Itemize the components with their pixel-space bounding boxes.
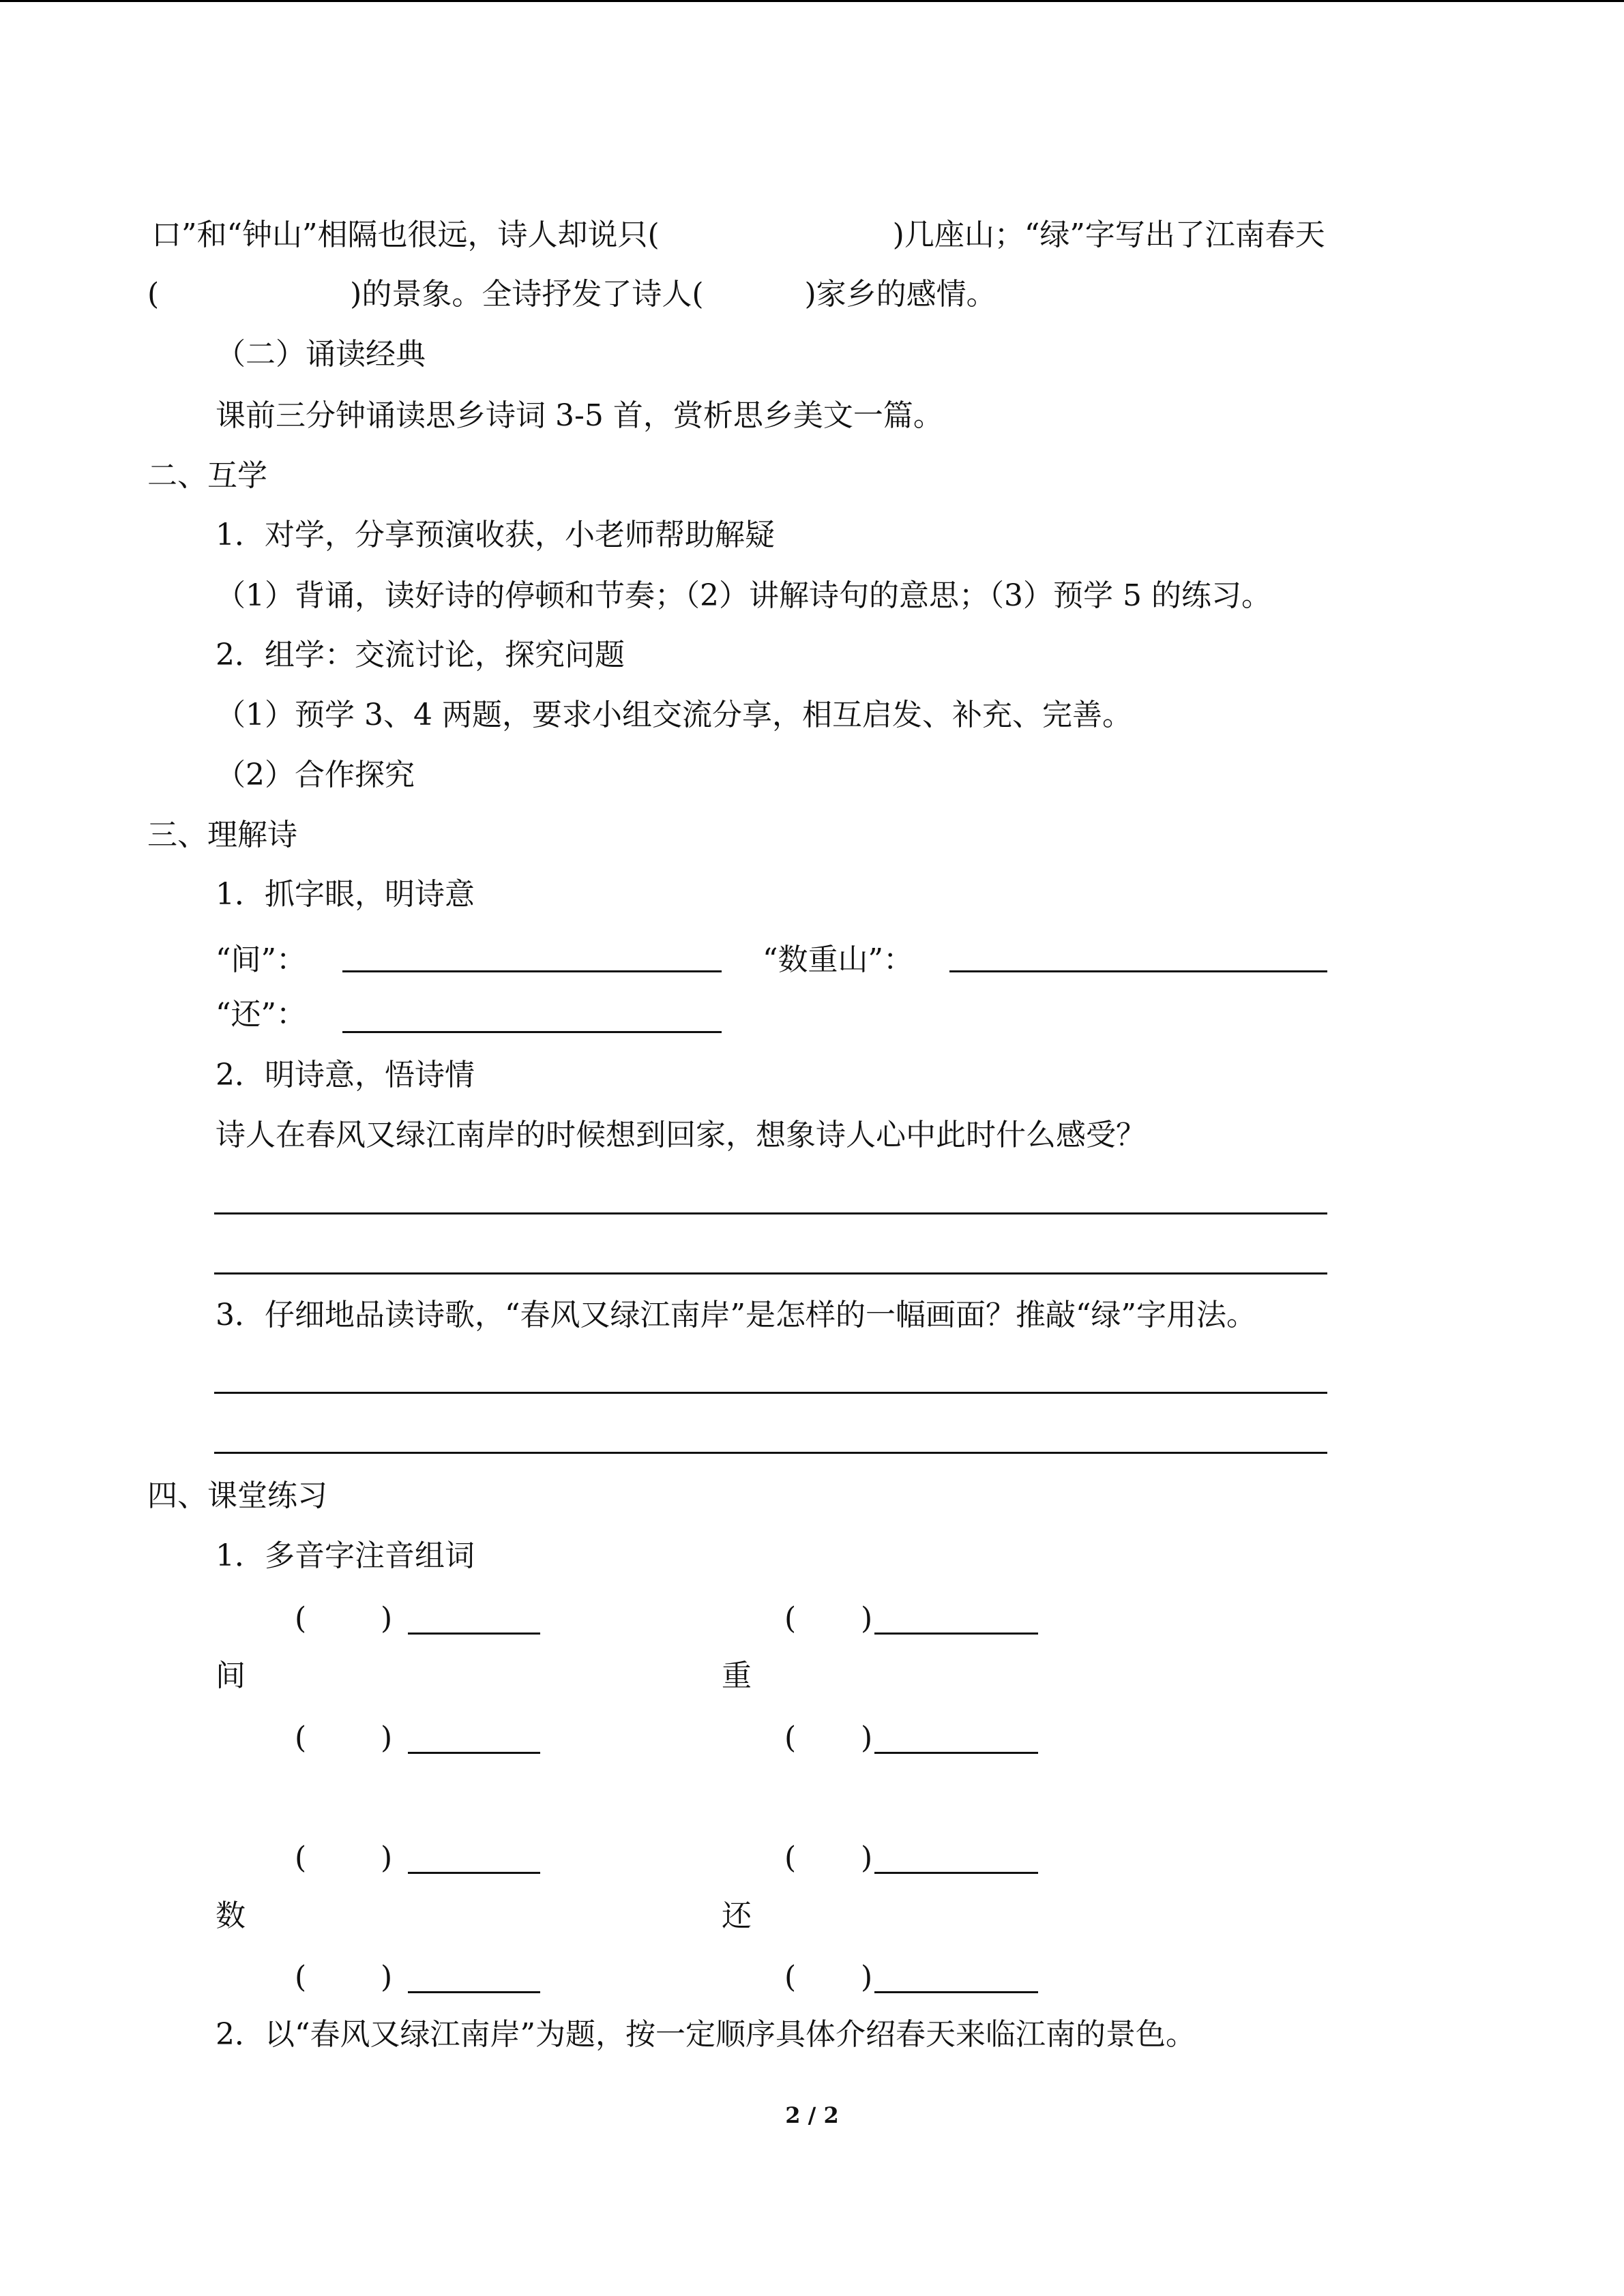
paragraph-line-2-part-c: )家乡的感情。: [804, 277, 996, 312]
section-3-item-2: 2．明诗意，悟诗情: [216, 1058, 475, 1092]
polyphone-zhong: 重: [722, 1658, 752, 1693]
paren-close: ): [861, 1601, 873, 1636]
paren-close: ): [381, 1720, 393, 1755]
section-3-item-1: 1．抓字眼，明诗意: [216, 877, 475, 912]
section-3-item-3: 3．仔细地品读诗歌，“春风又绿江南岸”是怎样的一幅画面？推敲“绿”字用法。: [216, 1298, 1256, 1332]
word-line-huan-1[interactable]: [874, 1872, 1038, 1874]
section-2-title: 二、互学: [147, 458, 267, 493]
polyphone-jian: 间: [216, 1658, 246, 1693]
section-2-item-2-detail-1: （1）预学 3、4 两题，要求小组交流分享，相互启发、补充、完善。: [216, 698, 1132, 732]
label-huan: “还”：: [216, 997, 306, 1032]
answer-line-jian[interactable]: [342, 970, 722, 972]
polyphone-huan: 还: [722, 1898, 752, 1933]
page-number: 2 / 2: [785, 2102, 839, 2128]
paren-close: ): [381, 1601, 393, 1636]
paren-close: ): [381, 1960, 393, 1995]
word-line-jian-2[interactable]: [408, 1752, 540, 1754]
paren-open: (: [295, 1601, 307, 1636]
word-line-jian-1[interactable]: [408, 1632, 540, 1635]
section-2-item-2: 2．组学：交流讨论，探究问题: [216, 638, 625, 672]
page-top-border: [0, 0, 1624, 2]
paren-open: (: [784, 1720, 797, 1755]
paren-open: (: [784, 1960, 797, 1995]
word-line-shu-1[interactable]: [408, 1872, 540, 1874]
paren-open: (: [295, 1720, 307, 1755]
paragraph-line-1-part-b: )几座山；“绿”字写出了江南春天: [892, 218, 1325, 252]
section-3-title: 三、理解诗: [147, 818, 297, 852]
word-line-shu-2[interactable]: [408, 1991, 540, 1993]
answer-line-picture-1[interactable]: [214, 1392, 1327, 1394]
paren-open: (: [295, 1840, 307, 1875]
word-line-zhong-2[interactable]: [874, 1752, 1038, 1754]
section-4-item-1: 1．多音字注音组词: [216, 1538, 475, 1573]
polyphone-shu: 数: [216, 1898, 246, 1933]
paren-close: ): [381, 1840, 393, 1875]
label-shu-chong-shan: “数重山”：: [763, 942, 913, 977]
answer-line-picture-2[interactable]: [214, 1452, 1327, 1454]
subsection-recite-classics-text: 课前三分钟诵读思乡诗词 3-5 首，赏析思乡美文一篇。: [216, 398, 943, 433]
section-4-title: 四、课堂练习: [147, 1478, 327, 1513]
word-line-zhong-1[interactable]: [874, 1632, 1038, 1635]
answer-line-huan[interactable]: [342, 1031, 722, 1033]
section-2-item-1-detail: （1）背诵，读好诗的停顿和节奏；（2）讲解诗句的意思；（3）预学 5 的练习。: [216, 578, 1271, 613]
paragraph-line-1: [151, 216, 1325, 254]
paren-close: ): [861, 1720, 873, 1755]
section-3-item-2-question: 诗人在春风又绿江南岸的时候想到回家，想象诗人心中此时什么感受？: [216, 1118, 1146, 1152]
paren-open: (: [295, 1960, 307, 1995]
word-line-huan-2[interactable]: [874, 1991, 1038, 1993]
paren-open: (: [784, 1840, 797, 1875]
paren-open: (: [784, 1601, 797, 1636]
label-jian: “间”：: [216, 942, 306, 977]
section-2-item-2-detail-2: （2）合作探究: [216, 758, 415, 792]
paren-close: ): [861, 1960, 873, 1995]
paren-close: ): [861, 1840, 873, 1875]
paragraph-line-2-part-a: (: [147, 277, 160, 312]
subsection-recite-classics-title: （二）诵读经典: [216, 337, 426, 372]
section-2-item-1: 1．对学，分享预演收获，小老师帮助解疑: [216, 518, 775, 552]
answer-line-shu-chong-shan[interactable]: [949, 970, 1327, 972]
answer-line-feeling-2[interactable]: [214, 1272, 1327, 1274]
answer-line-feeling-1[interactable]: [214, 1212, 1327, 1214]
section-4-item-2: 2．以“春风又绿江南岸”为题，按一定顺序具体介绍春天来临江南的景色。: [216, 2017, 1196, 2052]
paragraph-line-2-part-b: )的景象。全诗抒发了诗人(: [350, 277, 704, 312]
paragraph-line-1-part-a: 口”和“钟山”相隔也很远，诗人却说只(: [151, 218, 660, 252]
paragraph-line-2: [147, 275, 996, 314]
